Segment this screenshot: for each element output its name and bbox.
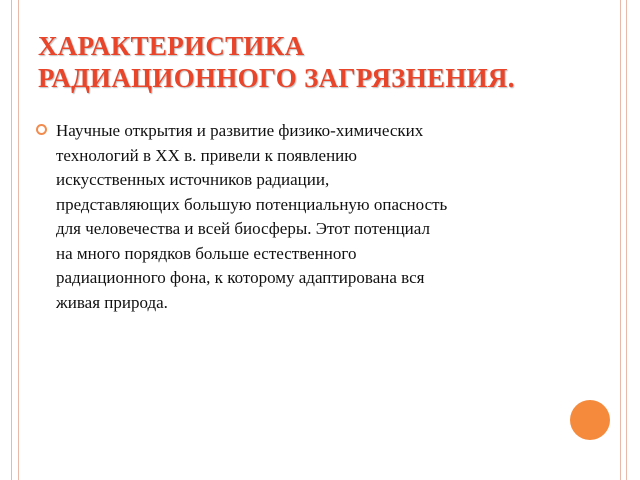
bullet-text: [56, 119, 576, 315]
bullet-text-line: для человечества и всей биосферы. Этот потенциал: [56, 219, 430, 238]
bullet-item: [36, 119, 576, 315]
bullet-text-line: искусственных источников радиации,: [56, 170, 330, 189]
title-line: ХАРАКТЕРИСТИКА: [38, 31, 305, 61]
bullet-text-line: технологий в XX в. привели к появлению: [56, 145, 357, 165]
title-line: РАДИАЦИОННОГО ЗАГРЯЗНЕНИЯ.: [38, 63, 515, 93]
orange-circle-decoration: [570, 400, 610, 440]
bullet-text-line: представляющих большую потенциальную опасность: [56, 194, 448, 214]
left-border-line: [18, 0, 19, 480]
circle-bullet-icon: [36, 124, 47, 135]
bullet-text-line: Научные открытия и развитие физико-химических: [56, 121, 424, 140]
bullet-text-line: радиационного фона, к которому адаптирована вся: [56, 268, 425, 287]
right-border-line: [626, 0, 627, 480]
bullet-text-line: на много порядков больше естественного: [56, 243, 357, 263]
bullet-list: [36, 119, 576, 315]
bullet-text-line: живая природа.: [56, 292, 168, 312]
slide-title: [38, 30, 598, 94]
left-border-line: [11, 0, 12, 480]
right-border-line: [620, 0, 621, 480]
